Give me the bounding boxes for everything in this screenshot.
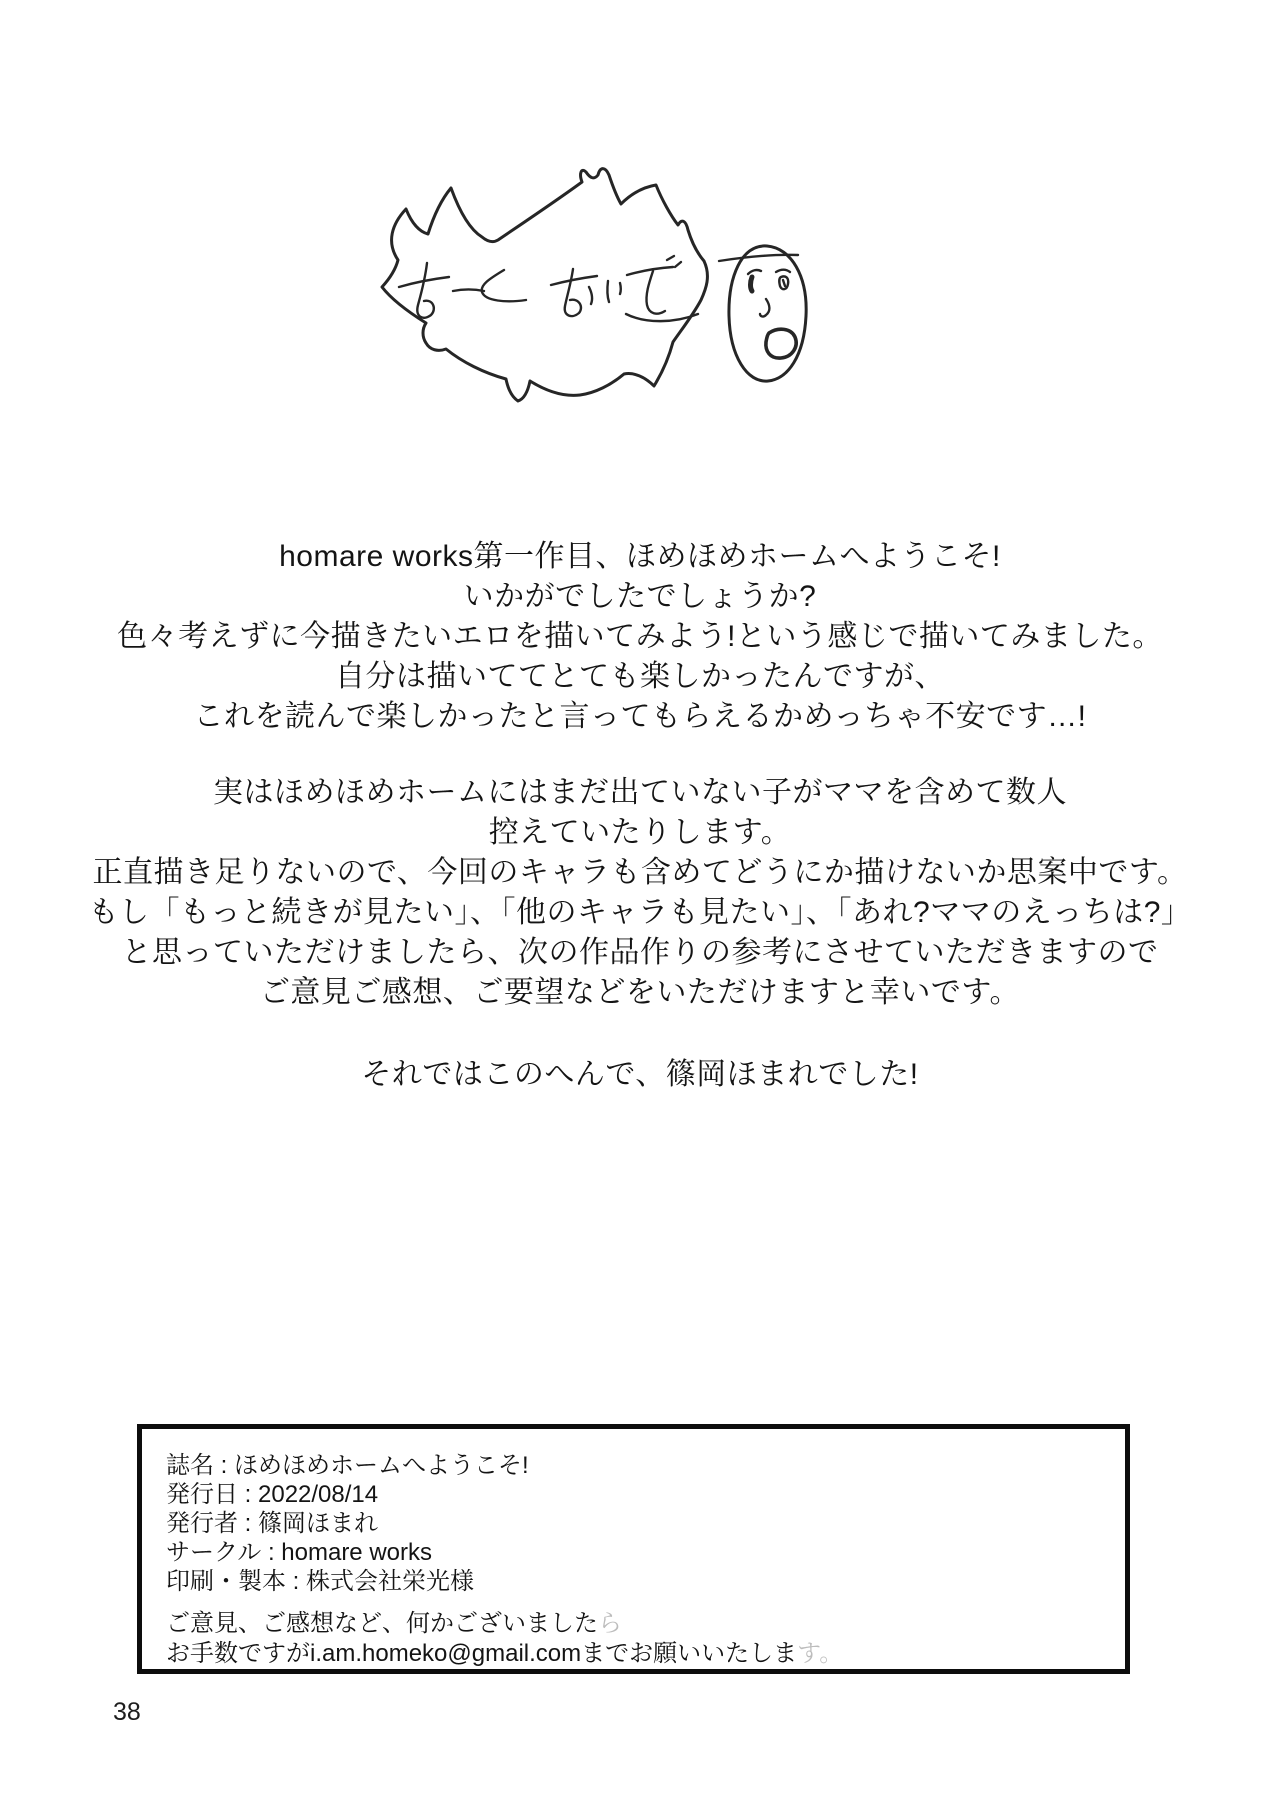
doodle-sketch — [320, 130, 880, 420]
afterword-line: homare works第一作目、ほめほめホームへようこそ! — [279, 540, 1001, 573]
colophon-line-publisher: 発行者 : 篠岡ほまれ — [166, 1510, 379, 1537]
afterword-line: 自分は描いててとても楽しかったんですが、 — [335, 660, 945, 693]
colophon-line-publish-date: 発行日 : 2022/08/14 — [166, 1481, 379, 1508]
contact-text: お手数ですがi.am.homeko@gmail.comまでお願いいたしま — [166, 1640, 798, 1667]
colophon-line-circle: サークル : homare works — [166, 1539, 432, 1566]
afterword-line: 正直描き足りないので、今回のキャラも含めてどうにか描けないか思案中です。 — [92, 856, 1188, 889]
colophon-contact-line — [166, 1639, 1105, 1669]
afterword-text-block — [0, 537, 1280, 1095]
afterword-line: これを読んで楽しかったと言ってもらえるかめっちゃ不安です…! — [193, 700, 1087, 733]
colophon-feedback-line — [166, 1609, 1105, 1639]
afterword-line: もし「もっと続きが見たい」、「他のキャラも見たい」、「あれ?ママのえっちは?」 — [88, 896, 1192, 929]
afterword-line: 実はほめほめホームにはまだ出ていない子がママを含めて数人 — [213, 776, 1067, 809]
contact-text-faded: す。 — [797, 1640, 844, 1667]
afterword-line: いかがでしたでしょうか? — [463, 580, 817, 613]
colophon-line-printer: 印刷・製本 : 株式会社栄光様 — [166, 1568, 475, 1595]
colophon-line-title: 誌名 : ほめほめホームへようこそ! — [166, 1452, 529, 1479]
afterword-closing-line: それではこのへんで、篠岡ほまれでした! — [361, 1058, 919, 1091]
burst-bubble-icon — [382, 169, 707, 401]
page-number: 38 — [113, 1698, 141, 1726]
afterword-line: と思っていただけましたら、次の作品作りの参考にさせていただきますので — [121, 936, 1159, 969]
feedback-text-faded: ら — [598, 1610, 622, 1637]
handwritten-text-strokes — [399, 256, 698, 321]
afterword-line: ご意見ご感想、ご要望などをいただけますと幸いです。 — [259, 976, 1021, 1009]
afterword-line: 色々考えずに今描きたいエロを描いてみよう!という感じで描いてみました。 — [117, 620, 1163, 653]
doodle-face-icon — [719, 246, 806, 381]
colophon-box — [137, 1424, 1130, 1674]
feedback-text: ご意見、ご感想など、何かございました — [166, 1610, 598, 1637]
afterword-line: 控えていたりします。 — [488, 816, 792, 849]
